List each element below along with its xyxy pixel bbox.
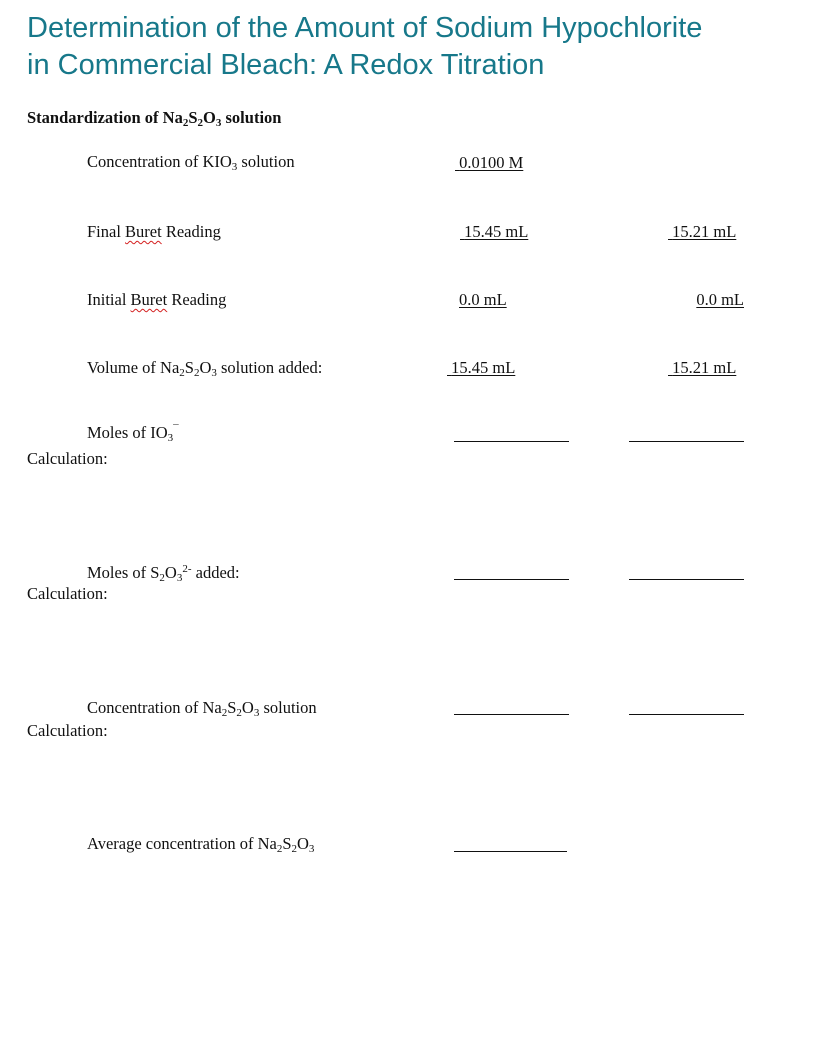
moles-io3-blank-trial1[interactable] <box>454 441 569 442</box>
kio3-concentration-label: Concentration of $KIO_3$ solution <box>87 152 295 173</box>
initial-buret-trial2: 0.0 mL <box>696 290 744 309</box>
title-line-2: in Commercial Bleach: A Redox Titration <box>27 49 545 81</box>
moles-s2o3-blank-trial1[interactable] <box>454 579 569 580</box>
page-title <box>27 10 702 84</box>
moles-io3-blank-trial2[interactable] <box>629 441 744 442</box>
volume-added-label: Volume of $Na_2S_2O_3$ solution added: <box>87 358 323 379</box>
section-heading: Standardization of $Na_2S_2O_3$ solution <box>27 108 282 129</box>
na2s2o3-concentration-blank-trial1[interactable] <box>454 714 569 715</box>
moles-s2o3-label: Moles of $S_2O_3^{2-}$ added: <box>87 563 240 584</box>
kio3-concentration-value: 0.0100 M <box>459 153 524 172</box>
calculation-label: Calculation: <box>27 584 108 603</box>
final-buret-label: Final Buret Reading <box>87 222 221 241</box>
na2s2o3-concentration-label: Concentration of $Na_2S_2O_3$ solution <box>87 698 317 719</box>
title-line-1: Determination of the Amount of Sodium Hypochlorite <box>27 12 703 44</box>
moles-io3-label: Moles of $IO_3^¯$ <box>87 423 179 444</box>
final-buret-trial1: 15.45 mL <box>464 222 529 241</box>
initial-buret-trial1: 0.0 mL <box>459 290 507 309</box>
final-buret-trial2: 15.21 mL <box>672 222 737 241</box>
initial-buret-label: Initial Buret Reading <box>87 290 227 309</box>
spellcheck-word: Buret <box>125 222 162 241</box>
average-concentration-blank[interactable] <box>454 851 567 852</box>
na2s2o3-concentration-blank-trial2[interactable] <box>629 714 744 715</box>
average-concentration-label: Average concentration of $Na_2S_2O_3$ <box>87 834 315 855</box>
spellcheck-word: Buret <box>130 290 168 309</box>
volume-added-trial1: 15.45 mL <box>451 358 516 377</box>
volume-added-trial2: 15.21 mL <box>672 358 737 377</box>
calculation-label: Calculation: <box>27 449 108 468</box>
moles-s2o3-blank-trial2[interactable] <box>629 579 744 580</box>
calculation-label: Calculation: <box>27 721 108 740</box>
